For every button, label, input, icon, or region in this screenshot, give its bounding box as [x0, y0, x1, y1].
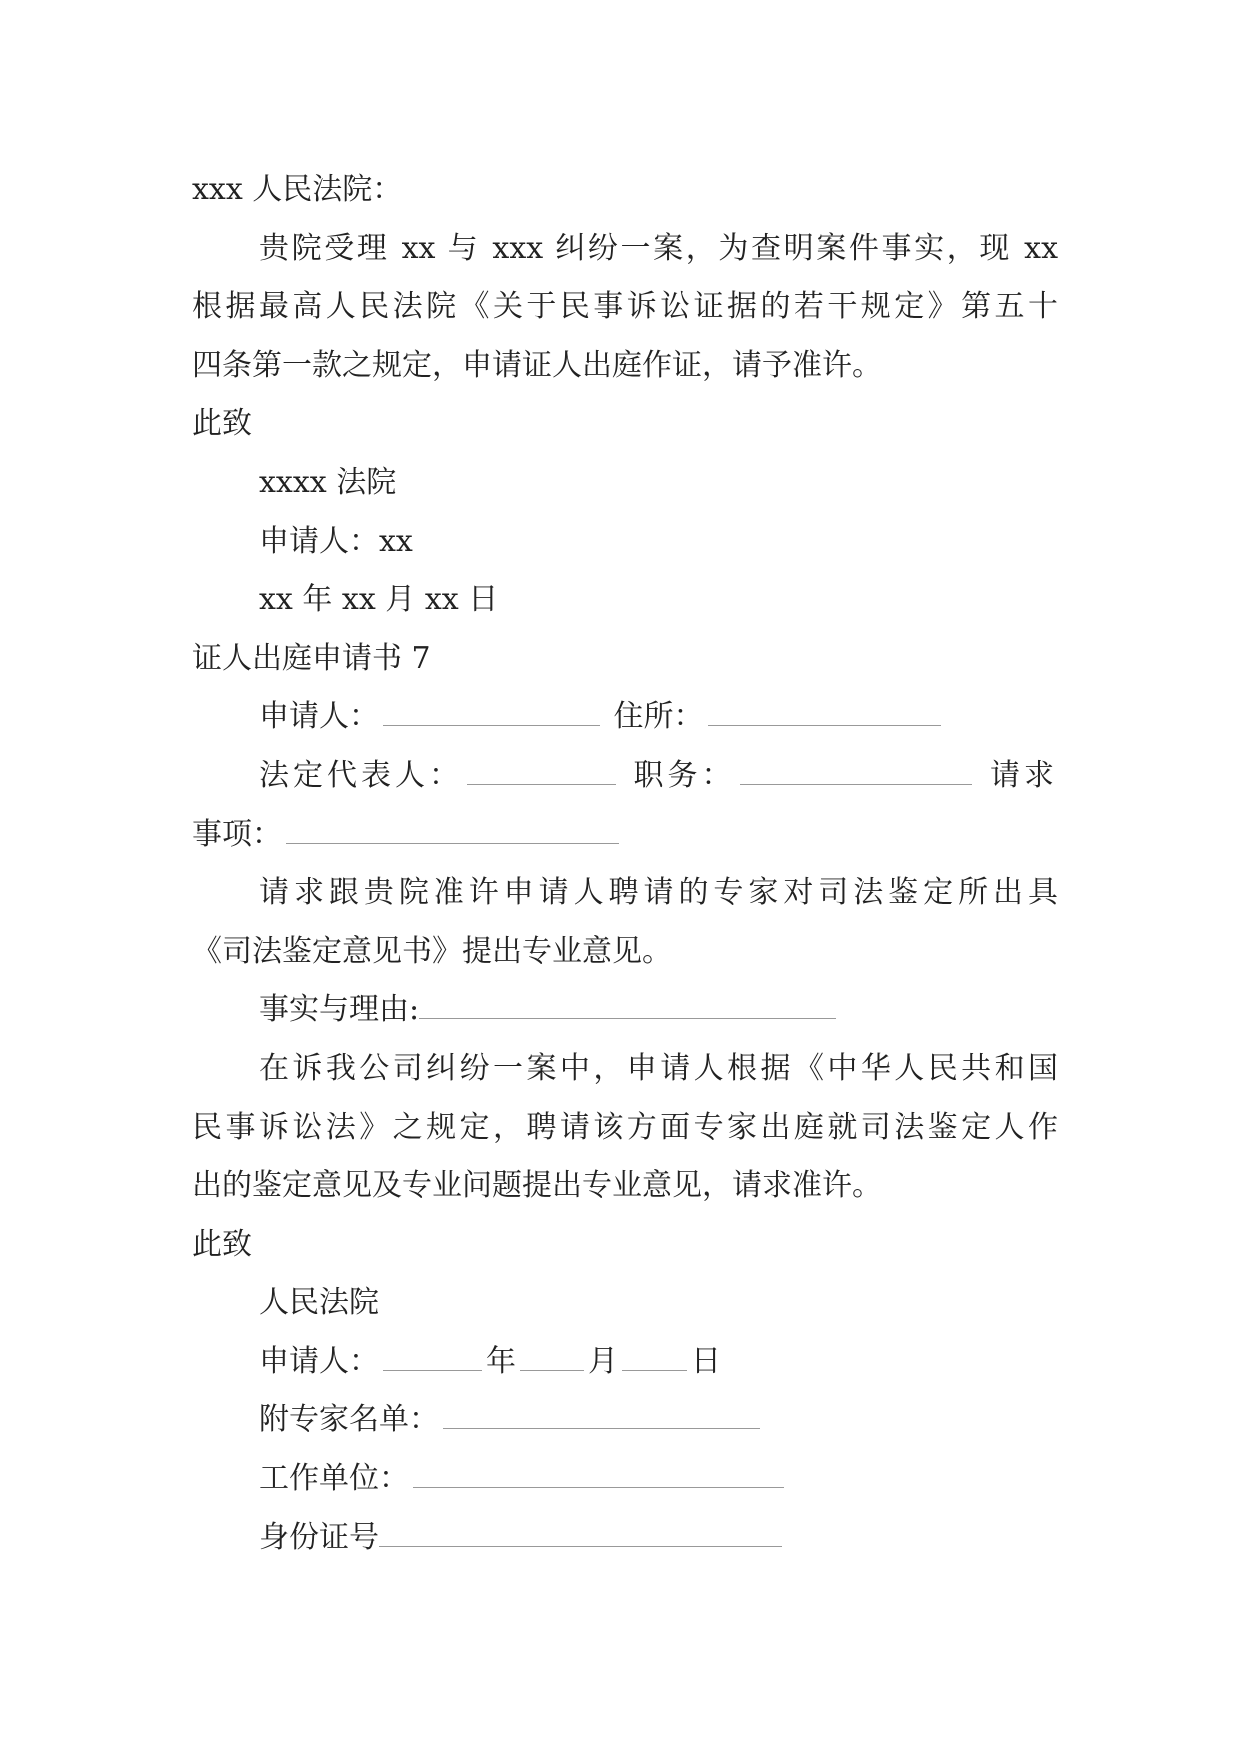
year-label: 年 — [486, 1343, 516, 1379]
id-blank[interactable] — [379, 1524, 782, 1547]
closing: 此致 — [192, 1226, 252, 1262]
legal-rep-blank[interactable] — [467, 762, 616, 785]
request-label-part2: 事项： — [192, 816, 282, 852]
facts-row — [192, 981, 1058, 1040]
legal-rep-label: 法定代表人： — [259, 757, 463, 793]
day-label: 日 — [691, 1343, 721, 1379]
request-line: 请求跟贵院准许申请人聘请的专家对司法鉴定所出具 — [259, 875, 1058, 911]
applicant-label: 申请人： — [259, 699, 379, 735]
position-label: 职务： — [633, 757, 736, 793]
facts-label: 事实与理由: — [259, 992, 420, 1028]
id-row — [192, 1509, 1058, 1568]
request-line: 《司法鉴定意见书》提出专业意见。 — [192, 933, 672, 969]
applicant-row — [192, 688, 1058, 747]
expert-list-label: 附专家名单： — [259, 1402, 439, 1438]
sign-label: 申请人： — [259, 1343, 379, 1379]
closing: 此致 — [192, 406, 252, 442]
day-blank[interactable] — [622, 1348, 687, 1371]
request-blank[interactable] — [286, 821, 619, 844]
position-blank[interactable] — [740, 762, 972, 785]
body-line: 四条第一款之规定，申请证人出庭作证，请予准许。 — [192, 347, 882, 383]
employer-blank[interactable] — [413, 1465, 784, 1488]
employer-row — [192, 1450, 1058, 1509]
date: xx 年 xx 月 xx 日 — [259, 582, 499, 618]
applicant: 申请人：xx — [259, 523, 413, 559]
expert-list-blank[interactable] — [443, 1406, 760, 1429]
sign-date-row — [192, 1333, 1058, 1392]
id-label: 身份证号 — [259, 1519, 379, 1555]
expert-list-row — [192, 1391, 1058, 1450]
facts-blank[interactable] — [419, 996, 836, 1019]
year-blank[interactable] — [383, 1348, 482, 1371]
request-row — [192, 806, 1058, 865]
applicant-blank[interactable] — [383, 703, 600, 726]
address-blank[interactable] — [708, 703, 941, 726]
body-line: 贵院受理 xx 与 xxx 纠纷一案，为查明案件事实，现 xx — [259, 230, 1058, 266]
court-name: xxxx 法院 — [259, 464, 397, 500]
salutation: xxx 人民法院： — [192, 172, 403, 207]
month-blank[interactable] — [520, 1348, 584, 1371]
facts-line: 在诉我公司纠纷一案中，申请人根据《中华人民共和国 — [259, 1050, 1058, 1086]
body-line: 根据最高人民法院《关于民事诉讼证据的若干规定》第五十 — [192, 289, 1058, 325]
court-name: 人民法院 — [259, 1285, 379, 1321]
request-label-part1: 请求 — [990, 757, 1058, 793]
address-label: 住所： — [613, 699, 704, 735]
facts-line: 出的鉴定意见及专业问题提出专业意见，请求准许。 — [192, 1168, 882, 1204]
facts-line: 民事诉讼法》之规定，聘请该方面专家出庭就司法鉴定人作 — [192, 1109, 1058, 1145]
month-label: 月 — [588, 1343, 618, 1379]
document — [192, 161, 1058, 1567]
employer-label: 工作单位： — [259, 1461, 409, 1497]
legal-rep-row — [192, 747, 1058, 806]
form-title: 证人出庭申请书 7 — [192, 640, 431, 676]
